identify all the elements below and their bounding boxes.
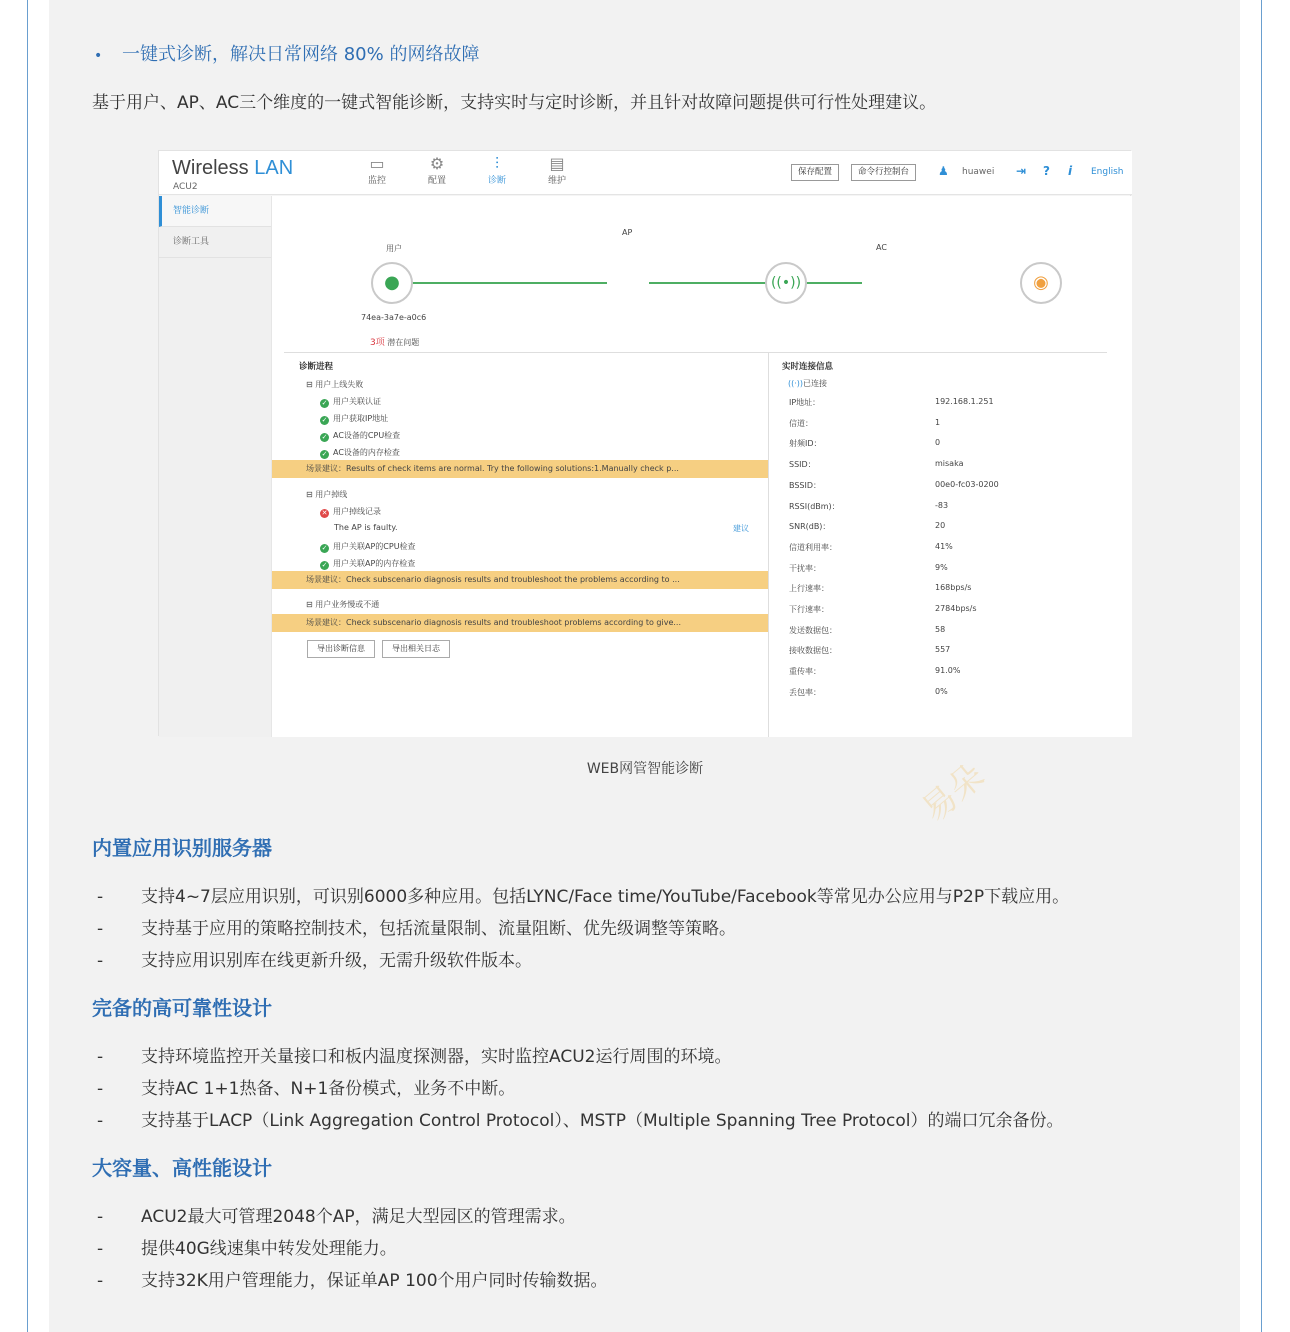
check-label: 用户关联AP的CPU检查 xyxy=(333,542,416,551)
info-value: 0 xyxy=(935,438,941,448)
sidebar xyxy=(159,196,272,737)
dash-bullet-icon: - xyxy=(97,887,104,907)
check-item xyxy=(320,558,415,570)
feature-bullet-text: 一键式诊断，解决日常网络 80% 的网络故障 xyxy=(122,44,480,65)
scenario-suggestion: 场景建议：Check subscenario diagnosis results and troubleshoot the problems according to ... xyxy=(272,571,768,589)
check-item xyxy=(320,447,400,459)
sliders-icon: ⫶ xyxy=(494,154,499,173)
page-frame-left xyxy=(27,0,28,1332)
section-list-item-text: 支持应用识别库在线更新升级，无需升级软件版本。 xyxy=(141,951,532,971)
bullet-dot-icon: • xyxy=(94,48,103,64)
nav-maintain[interactable] xyxy=(537,155,577,186)
nav-diagnose[interactable] xyxy=(477,155,517,186)
nav-monitor-label: 监控 xyxy=(367,176,386,186)
page-frame-right xyxy=(1261,0,1262,1332)
section-list-item-text: 支持32K用户管理能力，保证单AP 100个用户同时传输数据。 xyxy=(141,1271,608,1291)
potential-issues[interactable] xyxy=(370,335,419,348)
dash-bullet-icon: - xyxy=(97,1271,104,1291)
tools-icon: ▤ xyxy=(549,154,565,173)
dash-bullet-icon: - xyxy=(97,919,104,939)
section-list-item-text: 提供40G线速集中转发处理能力。 xyxy=(141,1239,397,1259)
group-service-slow[interactable]: ⊟ 用户业务慢或不通 xyxy=(306,600,380,609)
user-icon: ♟ xyxy=(938,164,949,178)
group-user-offline-label: 用户掉线 xyxy=(315,490,348,499)
section-list-item xyxy=(97,882,1069,907)
section-list-item xyxy=(97,914,736,939)
nav-config[interactable] xyxy=(417,155,457,186)
issues-count: 3项 xyxy=(370,338,385,348)
column-divider xyxy=(768,352,769,737)
feature-bullet xyxy=(94,40,479,66)
diagnosis-title: 诊断进程 xyxy=(299,362,334,372)
check-ok-icon: ✓ xyxy=(321,544,328,552)
check-label: 用户关联AP的内存检查 xyxy=(333,559,416,568)
check-item xyxy=(320,430,400,442)
export-logs-button[interactable]: 导出相关日志 xyxy=(382,640,450,658)
info-value: 58 xyxy=(935,624,946,634)
device-model: ACU2 xyxy=(173,182,198,192)
check-item xyxy=(320,541,416,553)
check-label: AC设备的内存检查 xyxy=(333,448,400,457)
info-value: 0% xyxy=(935,686,948,696)
section-list-item-text: 支持AC 1+1热备、N+1备份模式，业务不中断。 xyxy=(141,1079,516,1099)
info-key: 发送数据包： xyxy=(789,625,837,635)
dash-bullet-icon: - xyxy=(97,1207,104,1227)
dash-bullet-icon: - xyxy=(97,1239,104,1259)
connection-status-text: 已连接 xyxy=(803,379,828,388)
section-list-item-text: 支持环境监控开关量接口和板内温度探测器，实时监控ACU2运行周围的环境。 xyxy=(141,1047,732,1067)
group-user-offline[interactable]: ⊟ 用户掉线 xyxy=(306,490,348,499)
section-list-item xyxy=(97,1202,576,1227)
section-list-item xyxy=(97,946,532,971)
info-value: 168bps/s xyxy=(935,583,972,593)
section-list-item-text: ACU2最大可管理2048个AP，满足大型园区的管理需求。 xyxy=(141,1207,576,1227)
intro-text: 基于用户、AP、AC三个维度的一键式智能诊断，支持实时与定时诊断，并且针对故障问题提供可行性处理建议。 xyxy=(92,93,937,113)
ap-node-icon[interactable]: ((•)) xyxy=(765,262,807,304)
console-button[interactable]: 命令行控制台 xyxy=(851,164,916,181)
info-value: 00e0-fc03-0200 xyxy=(935,479,999,489)
scenario-suggestion: 场景建议：Results of check items are normal. Try the following solutions:1.Manually check p... xyxy=(272,460,768,478)
check-item xyxy=(320,413,388,425)
monitor-icon: ▭ xyxy=(369,154,385,173)
section-list-item xyxy=(97,1074,515,1099)
section-list-item-text: 支持基于LACP（Link Aggregation Control Protocol）、MSTP（Multiple Spanning Tree Protocol）的端口冗余备份。 xyxy=(141,1111,1064,1131)
advice-link[interactable]: 建议 xyxy=(733,524,749,533)
sidebar-item-diagnosis-tools[interactable]: 诊断工具 xyxy=(159,227,271,258)
nav-maintain-label: 维护 xyxy=(547,176,566,186)
app-logo xyxy=(172,157,293,180)
section-list-item xyxy=(97,1042,731,1067)
info-value: 2784bps/s xyxy=(935,604,977,613)
section-list-item-text: 支持4~7层应用识别，可识别6000多种应用。包括LYNC/Face time/YouTube/Facebook等常见办公应用与P2P下载应用。 xyxy=(141,887,1070,907)
info-key: 接收数据包： xyxy=(789,646,837,656)
logo-main: Wireless xyxy=(172,157,255,179)
user-mac: 74ea-3a7e-a0c6 xyxy=(361,313,427,322)
info-key: SNR(dB)： xyxy=(789,522,831,532)
ap-node-label: AP xyxy=(622,228,633,237)
info-value: 9% xyxy=(935,562,948,572)
section-list-item xyxy=(97,1106,1063,1131)
nav-diagnose-label: 诊断 xyxy=(487,176,506,186)
ac-node-label: AC xyxy=(876,243,887,252)
info-key: IP地址： xyxy=(789,398,821,407)
section-list-item xyxy=(97,1266,608,1291)
check-ok-icon: ✓ xyxy=(321,416,328,424)
figure-caption: WEB网管智能诊断 xyxy=(586,761,704,777)
dash-bullet-icon: - xyxy=(97,1111,104,1131)
app-header xyxy=(159,151,1132,195)
username[interactable]: huawei xyxy=(962,167,995,177)
ap-ac-link xyxy=(649,282,862,284)
help-icon[interactable]: ? xyxy=(1043,164,1050,178)
ac-node-icon[interactable]: ◉ xyxy=(1020,262,1062,304)
connection-status xyxy=(788,378,827,389)
info-value: 192.168.1.251 xyxy=(935,397,994,406)
export-diagnosis-button[interactable]: 导出诊断信息 xyxy=(307,640,375,658)
check-fail-icon: ✕ xyxy=(321,509,328,517)
info-key: RSSI(dBm)： xyxy=(789,501,840,511)
wifi-icon: ((·)) xyxy=(788,379,804,388)
dash-bullet-icon: - xyxy=(97,1079,104,1099)
info-value: 41% xyxy=(935,541,953,551)
language-link[interactable]: English xyxy=(1091,167,1124,177)
group-online-fail-label: 用户上线失败 xyxy=(315,380,364,389)
info-value: 1 xyxy=(935,417,941,427)
info-value: 557 xyxy=(935,645,951,655)
gear-icon: ⚙ xyxy=(429,154,445,173)
info-value: 91.0% xyxy=(935,666,961,676)
nav-monitor[interactable] xyxy=(357,155,397,186)
watermark: 易朵 xyxy=(914,756,993,831)
info-key: BSSID： xyxy=(789,480,822,490)
check-item-failed xyxy=(320,506,381,518)
sidebar-item-smart-diagnosis[interactable]: 智能诊断 xyxy=(159,196,271,227)
section-title: 内置应用识别服务器 xyxy=(92,836,272,860)
check-label: 用户关联认证 xyxy=(333,397,381,406)
check-ok-icon: ✓ xyxy=(321,561,328,569)
nav-config-label: 配置 xyxy=(427,176,446,186)
check-ok-icon: ✓ xyxy=(321,399,328,407)
info-icon[interactable]: i xyxy=(1068,164,1073,178)
info-key: 重传率： xyxy=(789,667,821,677)
section-title: 完备的高可靠性设计 xyxy=(92,996,272,1020)
scenario-suggestion: 场景建议：Check subscenario diagnosis results and troubleshoot problems according to give... xyxy=(272,614,768,632)
section-list-item xyxy=(97,1234,397,1259)
info-key: 射频ID： xyxy=(789,439,822,449)
info-key: SSID： xyxy=(789,460,816,470)
logout-icon[interactable]: ⇥ xyxy=(1016,164,1027,178)
info-key: 信道利用率： xyxy=(789,542,837,552)
group-online-fail[interactable]: ⊟ 用户上线失败 xyxy=(306,380,364,389)
issues-text: 潜在问题 xyxy=(387,338,420,347)
check-label: 用户掉线记录 xyxy=(333,507,381,516)
section-divider xyxy=(284,352,1107,353)
group-service-slow-label: 用户业务慢或不通 xyxy=(315,600,380,609)
info-key: 信道： xyxy=(789,418,813,428)
check-label: 用户获取IP地址 xyxy=(333,414,389,423)
user-node-label: 用户 xyxy=(386,244,402,253)
save-config-button[interactable]: 保存配置 xyxy=(791,164,839,181)
info-value: misaka xyxy=(935,459,964,469)
check-label: AC设备的CPU检查 xyxy=(333,431,401,440)
info-value: 20 xyxy=(935,521,946,531)
logo-accent: LAN xyxy=(254,157,294,179)
dash-bullet-icon: - xyxy=(97,951,104,971)
check-ok-icon: ✓ xyxy=(321,450,328,458)
user-ap-link xyxy=(412,282,607,284)
info-title: 实时连接信息 xyxy=(782,362,834,372)
section-title: 大容量、高性能设计 xyxy=(92,1156,272,1180)
user-node-icon[interactable]: ● xyxy=(371,262,413,304)
dash-bullet-icon: - xyxy=(97,1047,104,1067)
info-key: 下行速率： xyxy=(789,605,829,614)
fault-description: The AP is faulty. xyxy=(334,523,398,532)
info-key: 上行速率： xyxy=(789,584,829,594)
check-ok-icon: ✓ xyxy=(321,433,328,441)
info-value: -83 xyxy=(935,500,949,510)
info-key: 干扰率： xyxy=(789,563,821,573)
info-key: 丢包率： xyxy=(789,687,821,697)
section-list-item-text: 支持基于应用的策略控制技术，包括流量限制、流量阻断、优先级调整等策略。 xyxy=(141,919,736,939)
check-item xyxy=(320,396,381,408)
